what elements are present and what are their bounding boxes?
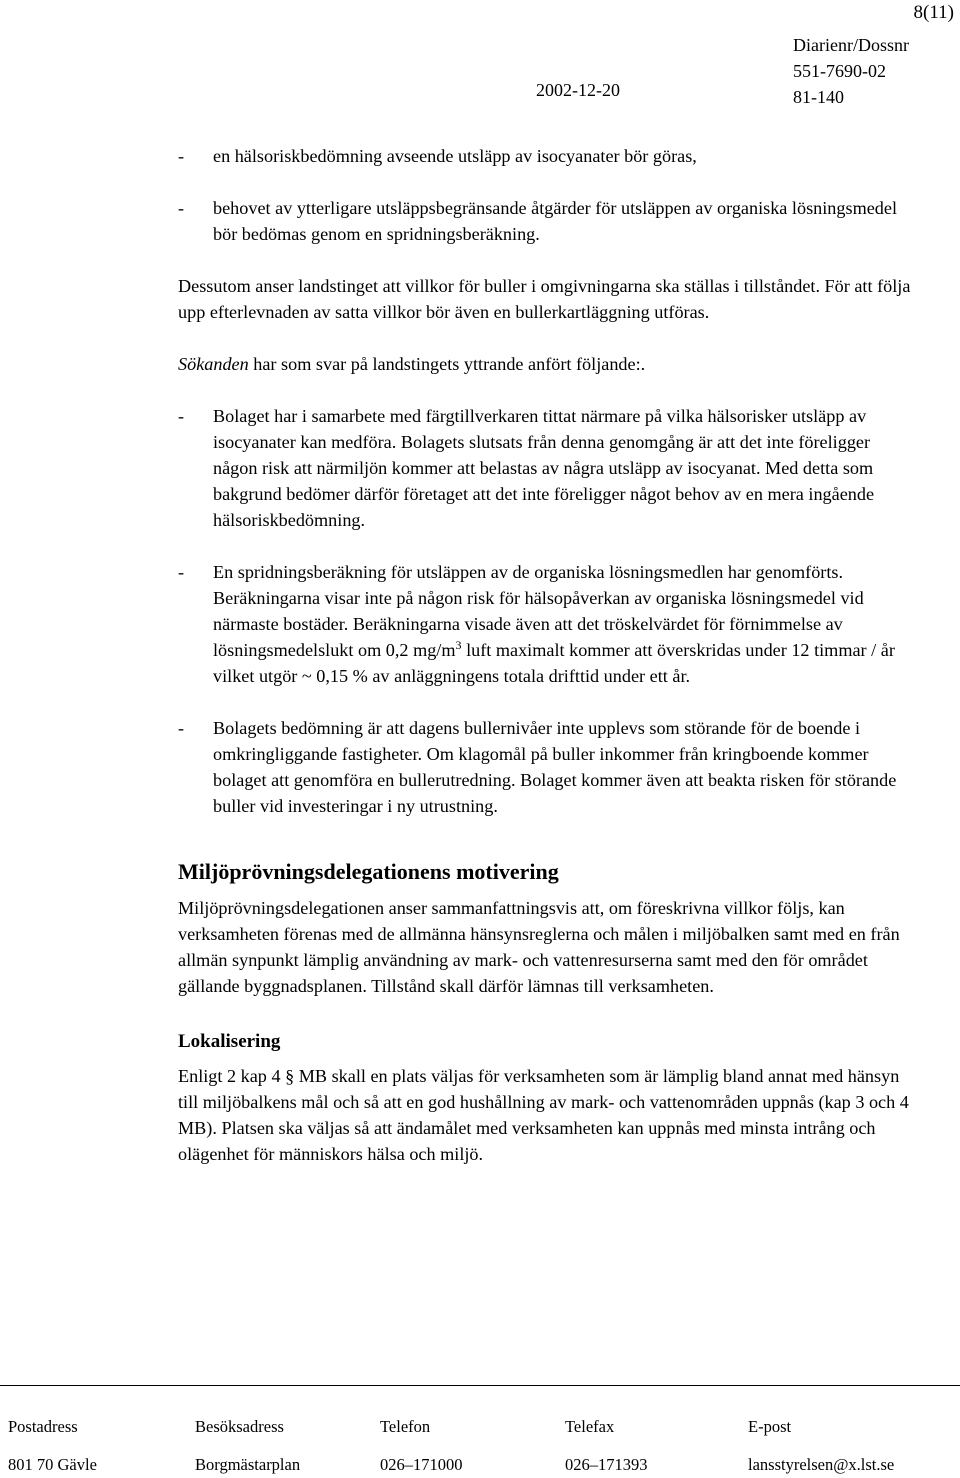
paragraph-noise-conditions: Dessutom anser landstinget att villkor för buller i omgivningarna ska ställas i tillståndet. För att följa upp efterlevnaden av satta villkor bör även en bullerkartläggning utföras. <box>178 276 911 322</box>
section-heading: Miljöprövningsdelegationens motivering <box>178 859 559 884</box>
document-body <box>178 143 918 1167</box>
list-item <box>178 143 918 169</box>
applicant-term: Sökanden <box>178 354 249 374</box>
list-item <box>178 715 918 819</box>
list-item-text <box>213 559 918 689</box>
footer-postal-address: 801 70 Gävle <box>8 1455 97 1474</box>
paragraph-applicant-response <box>178 351 918 377</box>
reference-number: 81-140 <box>793 87 844 107</box>
bullet-marker: - <box>178 718 185 738</box>
list-item <box>178 195 918 247</box>
calc-text-part2: luft maximalt kommer att överskridas under 12 timmar / år vilket utgör ~ 0,15 % av anläggningens totala drifttid under ett år. <box>213 640 895 686</box>
superscript: 3 <box>455 637 462 652</box>
list-item-text: Bolagets bedömning är att dagens bullernivåer inte upplevs som störande för de boende i omkringliggande fastigheter. Om klagomål på buller inkommer från kringboende kommer bolaget att genomföra en bullerutredning. Bolaget kommer även att beakta risken för störande buller vid investeringar i ny utrustning. <box>213 718 897 816</box>
header-reference-block <box>793 32 909 110</box>
list-item-text: en hälsoriskbedömning avseende utsläpp av isocyanater bör göras, <box>213 146 697 166</box>
footer-label-email: E-post <box>748 1417 792 1436</box>
list-item-text: behovet av ytterligare utsläppsbegränsande åtgärder för utsläppen av organiska lösningsmedel bör bedömas genom en spridningsberäkning. <box>213 198 898 244</box>
bullet-marker: - <box>178 146 185 166</box>
list-item <box>178 403 918 533</box>
applicant-response-text: har som svar på landstingets yttrande anfört följande:. <box>248 354 646 374</box>
paragraph-motivation: Miljöprövningsdelegationen anser sammanfattningsvis att, om föreskrivna villkor följs, kan verksamheten förenas med de allmänna hänsynsreglerna och målen i miljöbalken samt med en från allmän synpunkt lämplig användning av mark- och vattenresurserna samt med den för området gällande byggnadsplanen. Tillstånd skall därför lämnas till verksamheten. <box>178 898 900 996</box>
footer-phone: 026–171000 <box>380 1455 463 1474</box>
calc-text-part1: En spridningsberäkning för utsläppen av de organiska lösningsmedlen har genomförts. Beräkningarna visar inte på någon risk för hälsopåverkan av organiska lösningsmedel vid närmaste bostäder. Beräkningarna visade även att det tröskelvärdet för förnimmelse av lösningsmedelslukt om 0,2 mg/m <box>213 562 864 660</box>
page-number: 8(11) <box>913 2 954 23</box>
footer-label-fax: Telefax <box>565 1417 615 1436</box>
bullet-marker: - <box>178 198 185 218</box>
footer-divider <box>0 1385 960 1386</box>
footer-label-phone: Telefon <box>380 1417 431 1436</box>
bullet-marker: - <box>178 406 185 426</box>
footer-fax: 026–171393 <box>565 1455 648 1474</box>
footer-label-visit: Besöksadress <box>195 1417 284 1436</box>
bullet-marker: - <box>178 562 185 582</box>
footer-visit-address: Borgmästarplan <box>195 1455 301 1474</box>
dossier-number: 551-7690-02 <box>793 61 886 81</box>
footer-label-postal: Postadress <box>8 1417 78 1436</box>
page-footer <box>0 1385 960 1478</box>
list-item <box>178 559 918 689</box>
subsection-heading: Lokalisering <box>178 1031 281 1052</box>
paragraph-location: Enligt 2 kap 4 § MB skall en plats väljas för verksamheten som är lämplig bland annat med hänsyn till miljöbalkens mål och så att en god hushållning av mark- och vattenområden uppnås (kap 3 och 4 MB). Platsen ska väljas så att ändamålet med verksamheten kan uppnås med minsta intrång och olägenhet för människors hälsa och miljö. <box>178 1066 909 1164</box>
document-date: 2002-12-20 <box>536 80 620 100</box>
footer-email[interactable]: lansstyrelsen@x.lst.se <box>748 1455 895 1474</box>
dossier-label: Diarienr/Dossnr <box>793 35 909 55</box>
list-item-text: Bolaget har i samarbete med färgtillverkaren tittat närmare på vilka hälsorisker utsläpp av isocyanater kan medföra. Bolagets slutsats från denna genomgång är att det inte föreligger någon risk att närmiljön kommer att belastas av några utsläpp av isocyanat. Med detta som bakgrund bedömer därför företaget att det inte föreligger något behov av en mera ingående hälsoriskbedömning. <box>213 406 875 530</box>
